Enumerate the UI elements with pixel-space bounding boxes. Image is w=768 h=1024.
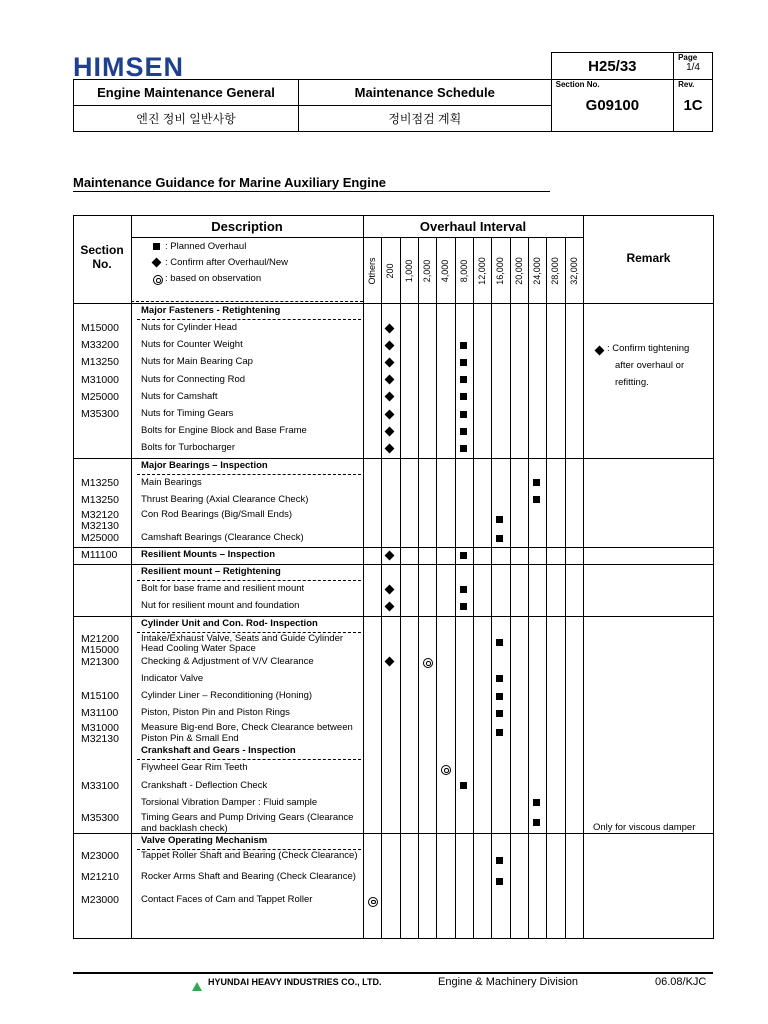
interval-label: 32,000 <box>568 257 579 285</box>
section-number: M13250 <box>81 356 119 369</box>
section-number: M15100 <box>81 690 119 702</box>
himsen-logo: HIMSEN <box>73 52 185 82</box>
planned-overhaul-icon <box>460 552 467 559</box>
planned-overhaul-icon <box>496 710 503 717</box>
footer-rule <box>73 972 713 974</box>
remark-col-rule <box>583 215 584 939</box>
header-subrule <box>131 237 583 238</box>
interval-col-rule <box>363 215 364 939</box>
title-kr-right: 정비점검 계획 <box>298 106 551 132</box>
interval-label: 16,000 <box>495 257 506 285</box>
item-description: Indicator Valve <box>141 672 204 684</box>
hhi-triangle-icon <box>192 978 202 996</box>
item-description: Flywheel Gear Rim Teeth <box>141 762 248 774</box>
remark-text: after overhaul or <box>614 360 685 371</box>
header-bottom-rule <box>73 303 714 304</box>
item-description: Bolts for Turbocharger <box>141 442 235 454</box>
section-number: M11100 <box>81 549 118 562</box>
planned-overhaul-icon <box>496 639 503 646</box>
section-number: M33100 <box>81 779 119 792</box>
footer-code: 06.08/KJC <box>655 976 707 988</box>
interval-label: 12,000 <box>477 257 488 285</box>
circle-icon <box>153 275 163 285</box>
planned-overhaul-icon <box>460 445 467 452</box>
item-description: Nuts for Connecting Rod <box>141 373 246 385</box>
title-kr-left: 엔진 정비 일반사항 <box>74 106 299 132</box>
section-number: M13250 <box>81 493 119 506</box>
observation-circle-icon <box>368 897 378 907</box>
interval-label: 20,000 <box>513 257 524 285</box>
planned-overhaul-icon <box>460 376 467 383</box>
interval-label: 28,000 <box>550 257 561 285</box>
planned-overhaul-icon <box>533 479 540 486</box>
interval-label: 4,000 <box>440 259 451 283</box>
planned-overhaul-icon <box>496 675 503 682</box>
planned-overhaul-icon <box>496 857 503 864</box>
item-description: Nuts for Main Bearing Cap <box>141 356 253 368</box>
interval-label: 200 <box>385 263 396 279</box>
item-description: Bolts for Engine Block and Base Frame <box>141 425 307 437</box>
interval-header: Overhaul Interval <box>419 219 527 234</box>
legend-dash <box>131 301 363 303</box>
planned-overhaul-icon <box>460 342 467 349</box>
item-description: Tappet Roller Shaft and Bearing (Check Clearance) <box>141 850 358 861</box>
group-heading: Resilient Mounts – Inspection <box>141 549 276 561</box>
item-description: Checking & Adjustment of V/V Clearance <box>141 655 314 667</box>
section-number: M32120 M32130 <box>81 509 119 532</box>
planned-overhaul-icon <box>460 411 467 418</box>
legend-text: : based on observation <box>165 273 262 284</box>
header-table <box>73 52 713 132</box>
rev-cell: Rev. 1C <box>674 80 713 132</box>
document-title: Maintenance Guidance for Marine Auxiliary Engine <box>73 175 387 190</box>
group-dash <box>137 319 361 321</box>
maintenance-table <box>73 215 714 939</box>
footer-division: Engine & Machinery Division <box>438 976 579 988</box>
group-heading: Cylinder Unit and Con. Rod- Inspection <box>141 617 318 629</box>
group-heading: Valve Operating Mechanism <box>141 835 268 846</box>
section-number: M23000 <box>81 850 119 862</box>
section-number: M23000 <box>81 894 119 906</box>
legend-text: : Planned Overhaul <box>165 241 247 252</box>
group-heading: Major Fasteners - Retightening <box>141 305 281 316</box>
item-description: Nut for resilient mount and foundation <box>141 600 300 612</box>
section-no-cell: Section No. G09100 <box>551 80 673 132</box>
interval-label: 1,000 <box>403 259 414 283</box>
section-number: M35300 <box>81 408 119 420</box>
planned-overhaul-icon <box>460 393 467 400</box>
item-description: Con Rod Bearings (Big/Small Ends) <box>141 509 293 520</box>
item-description: Crankshaft - Deflection Check <box>141 779 268 791</box>
group-heading: Resilient mount – Retightening <box>141 566 281 578</box>
section-number: M21200 M15000 <box>81 632 119 656</box>
section-number: M31000 <box>81 373 119 386</box>
section-number: M25000 <box>81 532 119 544</box>
legend-text: : Confirm after Overhaul/New <box>165 257 289 268</box>
item-description: Measure Big-end Bore, Check Clearance between Piston Pin & Small End <box>141 722 353 744</box>
section-number: M21300 <box>81 655 119 668</box>
footer-company: HYUNDAI HEAVY INDUSTRIES CO., LTD. <box>208 977 382 987</box>
title-en-left: Engine Maintenance General <box>74 80 299 106</box>
engine-model: H25/33 <box>551 53 673 80</box>
item-description: Camshaft Bearings (Clearance Check) <box>141 532 304 543</box>
description-header: Description <box>211 219 283 234</box>
item-description: Nuts for Counter Weight <box>141 339 243 351</box>
section-number: M35300 <box>81 812 119 824</box>
group-rule <box>73 564 714 565</box>
item-description: Intake/Exhaust Valve, Seats and Guide Cylinder Head Cooling Water Space <box>141 632 344 655</box>
planned-overhaul-icon <box>460 782 467 789</box>
item-description: Cylinder Liner – Reconditioning (Honing) <box>141 690 313 701</box>
planned-overhaul-icon <box>533 496 540 503</box>
item-description: Thrust Bearing (Axial Clearance Check) <box>141 493 309 505</box>
page-cell: Page 1/4 <box>674 53 713 80</box>
item-description: Rocker Arms Shaft and Bearing (Check Clearance) <box>141 871 356 882</box>
group-rule <box>73 547 714 548</box>
section-no-header: Section No. <box>80 243 124 271</box>
planned-overhaul-icon <box>496 516 503 523</box>
interval-label: Others <box>367 257 378 285</box>
section-col-rule <box>131 215 132 939</box>
remark-viscous: Only for viscous damper <box>592 822 696 833</box>
group-rule <box>73 616 714 617</box>
planned-overhaul-icon <box>496 729 503 736</box>
section-number: M31000 M32130 <box>81 722 119 746</box>
group-rule <box>73 458 714 459</box>
item-description: Contact Faces of Cam and Tappet Roller <box>141 894 313 905</box>
remark-header: Remark <box>626 251 671 265</box>
interval-label: 2,000 <box>422 259 433 283</box>
remark-text: refitting. <box>614 377 649 388</box>
item-description: Timing Gears and Pump Driving Gears (Clearance and backlash check) <box>141 812 354 834</box>
remark-text: : Confirm tightening <box>606 343 690 354</box>
item-description: Nuts for Cylinder Head <box>141 322 238 333</box>
section-number: M33200 <box>81 339 119 352</box>
section-number: M13250 <box>81 476 119 489</box>
group-heading: Major Bearings – Inspection <box>141 459 268 471</box>
planned-overhaul-icon <box>460 359 467 366</box>
planned-overhaul-icon <box>533 799 540 806</box>
item-description: Piston, Piston Pin and Piston Rings <box>141 707 290 719</box>
planned-overhaul-icon <box>496 535 503 542</box>
square-icon <box>153 243 160 250</box>
planned-overhaul-icon <box>460 428 467 435</box>
section-number: M15000 <box>81 322 119 334</box>
interval-label: 24,000 <box>532 257 543 285</box>
interval-label: 8,000 <box>458 259 469 283</box>
planned-overhaul-icon <box>460 586 467 593</box>
group-heading: Crankshaft and Gears - Inspection <box>141 745 296 757</box>
planned-overhaul-icon <box>460 603 467 610</box>
planned-overhaul-icon <box>496 878 503 885</box>
group-rule <box>73 833 714 834</box>
item-description: Nuts for Timing Gears <box>141 408 234 419</box>
section-number: M21210 <box>81 871 119 883</box>
group-dash <box>137 474 361 476</box>
item-description: Bolt for base frame and resilient mount <box>141 583 305 595</box>
planned-overhaul-icon <box>496 693 503 700</box>
title-underline <box>73 191 550 192</box>
item-description: Nuts for Camshaft <box>141 390 218 402</box>
planned-overhaul-icon <box>533 819 540 826</box>
item-description: Torsional Vibration Damper : Fluid sample <box>141 796 318 808</box>
group-dash <box>137 580 361 582</box>
title-en-right: Maintenance Schedule <box>298 80 551 106</box>
item-description: Main Bearings <box>141 476 202 488</box>
section-number: M31100 <box>81 707 119 720</box>
group-dash <box>137 759 361 761</box>
section-number: M25000 <box>81 390 119 403</box>
